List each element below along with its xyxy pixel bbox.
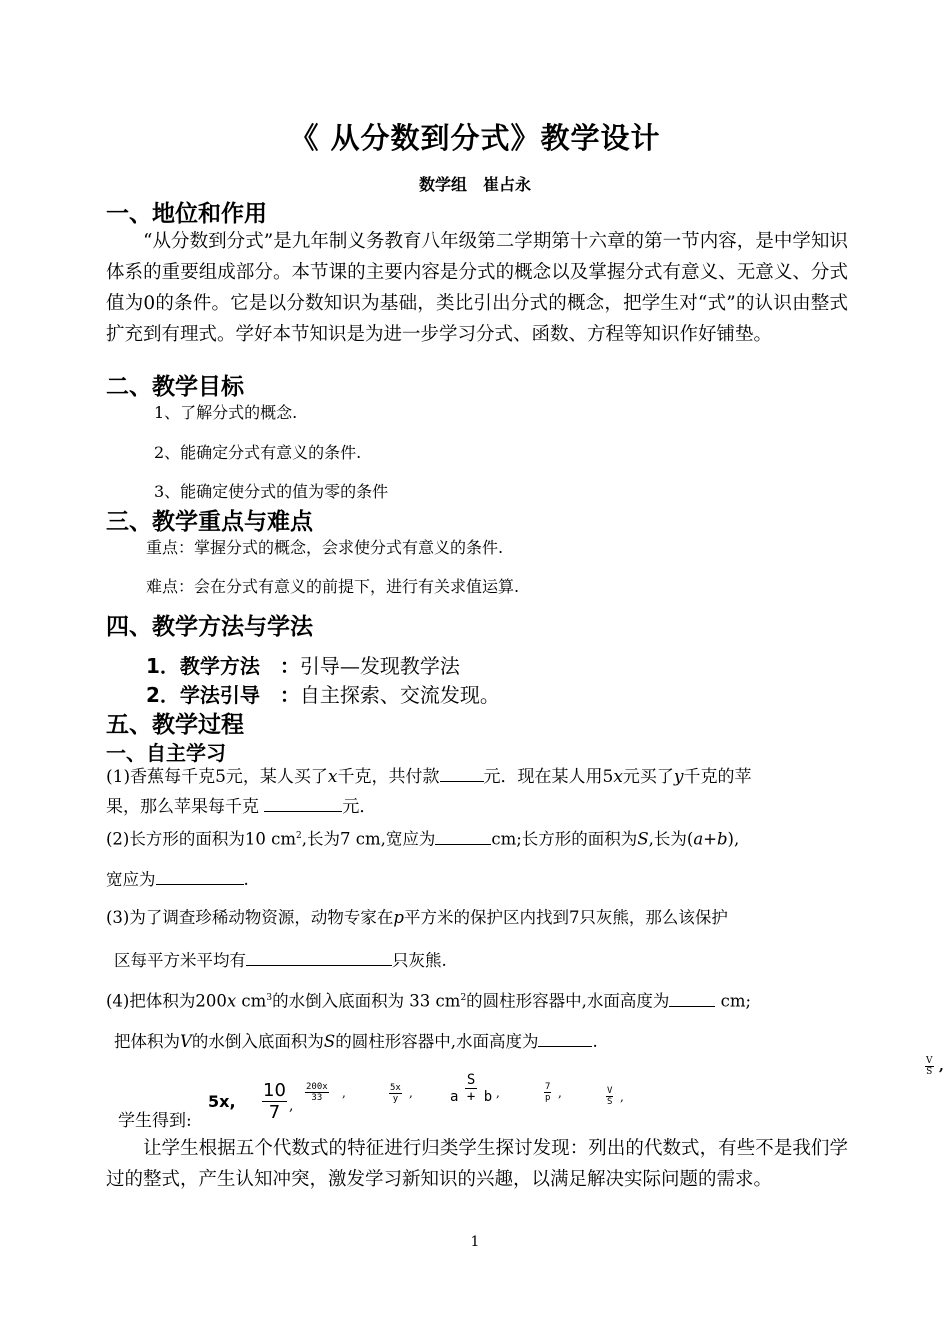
document-title: 《 从分数到分式》教学设计 — [289, 121, 661, 155]
teaching-method-label: 1．教学方法 ： — [146, 654, 300, 678]
teaching-method-text: 引导—发现教学法 — [299, 654, 460, 678]
answer-blank[interactable] — [669, 989, 715, 1007]
author-line: 数学组 崔占永 — [418, 175, 531, 194]
fraction-7-over-p: $\frac{7}{p}$ — [545, 1082, 551, 1103]
objective-item-1: 1、了解分式的概念. — [154, 403, 298, 422]
answer-blank[interactable] — [435, 827, 491, 845]
section-1-heading: 一、地位和作用 — [106, 201, 267, 227]
section-2-heading: 二、教学目标 — [106, 374, 244, 400]
answer-blank[interactable] — [440, 764, 484, 782]
page-number: 1 — [470, 1234, 480, 1250]
answer-blank[interactable] — [264, 794, 342, 812]
difficult-point: 难点：会在分式有意义的前提下，进行有关求值运算. — [146, 577, 520, 596]
section-1-body: “从分数到分式”是九年制义务教育八年级第二学期第十六章的第一节内容，是中学知识体系的重要组成部分。本节课的主要内容是分式的概念以及掌握分式有意义、无意义、分式值为0的条件。它是以分数知识为基础，类比引出分式的概念，把学生对“式”的认识由整式扩充到有理式。学好本节知识是为进一步学习分式、函数、方程等知识作好铺垫。 — [106, 231, 848, 345]
answer-blank[interactable] — [156, 867, 244, 885]
question-1-line-1: (1)香蕉每千克5元，某人买了x千克，共付款 元．现在某人用5x元买了y千克的苹 — [106, 763, 752, 792]
question-4-line-1: (4)把体积为200x $cm^3$的水倒入底面积为 33 $cm^2$的圆柱形容器中,水面高度为 cm; — [106, 984, 751, 1016]
question-1-line-2: 果，那么苹果每千克 元． — [106, 793, 376, 822]
key-point: 重点：掌握分式的概念，会求使分式有意义的条件. — [146, 538, 504, 557]
section-4-heading: 四、教学方法与学法 — [106, 614, 313, 640]
students-got-label: 学生得到: — [118, 1111, 192, 1131]
fraction-S-over-a-plus-b: $\frac{S}{a + b}$ — [450, 1072, 493, 1105]
answer-blank[interactable] — [246, 948, 392, 966]
objective-item-2: 2、能确定分式有意义的条件. — [154, 443, 362, 462]
question-2-line-2: 宽应为 . — [106, 865, 249, 894]
margin-fraction: $\frac{V}{S}$ — [926, 1056, 933, 1077]
fraction-5x-over-y: $\frac{5x}{y}$ — [390, 1083, 401, 1104]
section-3-heading: 三、教学重点与难点 — [106, 509, 313, 535]
question-3-line-2: 区每平方米平均有 只灰熊. — [114, 946, 447, 975]
learning-method-label: 2．学法引导 ： — [146, 683, 300, 707]
learning-method — [146, 679, 500, 708]
question-4-line-2: 把体积为V的水倒入底面积为S的圆柱形容器中,水面高度为 . — [114, 1027, 598, 1056]
conclusion-paragraph: 让学生根据五个代数式的特征进行归类学生探讨发现：列出的代数式，有些不是我们学过的整式，产生认知冲突，激发学习新知识的兴趣，以满足解决实际问题的需求。 — [106, 1138, 848, 1190]
teaching-method — [146, 650, 460, 679]
margin-comma: , — [939, 1058, 944, 1074]
objective-item-3: 3、能确定使分式的值为零的条件 — [154, 482, 389, 501]
answer-blank[interactable] — [538, 1029, 592, 1047]
fraction-V-over-S: $\frac{V}{S}$ — [607, 1086, 613, 1107]
expression-5x: 5x, — [208, 1092, 236, 1111]
fraction-200x-over-33: $\frac{200x}{33}$ — [306, 1082, 328, 1103]
question-2-line-1: (2)长方形的面积为10 $cm^2$,长为7 cm,宽应为 cm;长方形的面积为S,长为(a+b), — [106, 822, 739, 854]
subsection-heading: 一、自主学习 — [106, 741, 226, 765]
learning-method-text: 自主探索、交流发现。 — [299, 683, 500, 707]
section-5-heading: 五、教学过程 — [106, 712, 244, 738]
question-3-line-1: (3)为了调查珍稀动物资源，动物专家在p平方米的保护区内找到7只灰熊，那么该保护 — [106, 908, 728, 927]
fraction-10-over-7: $\frac{10}{7}$ — [263, 1080, 286, 1123]
